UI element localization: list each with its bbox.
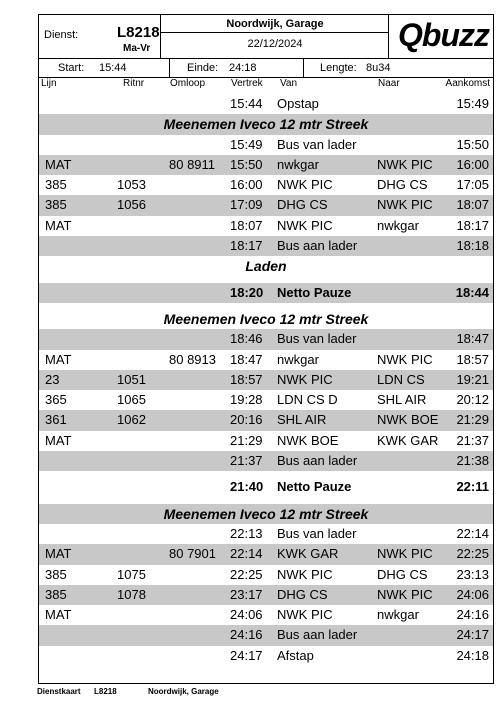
- cell-vertrek: 24:16: [230, 627, 263, 643]
- einde-value: 24:18: [229, 62, 257, 74]
- table-row: [39, 94, 493, 114]
- cell-van: DHG CS: [277, 586, 328, 602]
- cell-naar: DHG CS: [377, 566, 428, 582]
- cell-vertrek: 22:13: [230, 525, 263, 541]
- table-row: [39, 390, 493, 410]
- location-name: Noordwijk, Garage: [161, 18, 389, 33]
- cell-van: nwkgar: [277, 351, 319, 367]
- cell-vertrek: 20:16: [230, 412, 263, 428]
- cell-aankomst: 24:17: [456, 627, 489, 643]
- cell-van: nwkgar: [277, 156, 319, 172]
- cell-lijn: MAT: [45, 607, 72, 623]
- cell-vertrek: 15:50: [230, 156, 263, 172]
- cell-vertrek: 18:57: [230, 371, 263, 387]
- cell-lijn: 23: [45, 371, 60, 387]
- cell-vertrek: 18:46: [230, 331, 263, 347]
- footer-label: Dienstkaart: [37, 687, 81, 696]
- start-label: Start:: [58, 62, 85, 74]
- table-row: [39, 283, 493, 303]
- table-row: [39, 155, 493, 175]
- dienst-cell: [39, 15, 161, 58]
- cell-van: Bus aan lader: [277, 627, 358, 643]
- table-row: [39, 410, 493, 430]
- cell-van: Netto Pauze: [277, 284, 352, 300]
- cell-aankomst: 18:17: [456, 217, 489, 233]
- cell-aankomst: 18:44: [455, 284, 489, 300]
- section-title: Meenemen Iveco 12 mtr Streek: [163, 505, 369, 522]
- einde-segment: [170, 59, 304, 77]
- cell-van: Bus aan lader: [277, 238, 358, 254]
- cell-aankomst: 15:49: [456, 96, 489, 111]
- cell-vertrek: 18:17: [230, 238, 263, 254]
- cell-aankomst: 16:00: [456, 156, 489, 172]
- duty-date: 22/12/2024: [247, 38, 303, 50]
- cell-ritnr: 1056: [117, 197, 146, 213]
- col-omloop: Omloop: [170, 78, 206, 89]
- col-vertrek: Vertrek: [231, 78, 263, 89]
- cell-lijn: 385: [45, 566, 67, 582]
- cell-naar: SHL AIR: [377, 392, 427, 408]
- cell-omloop: 80 7901: [169, 546, 216, 562]
- cell-van: SHL AIR: [277, 412, 327, 428]
- col-lijn: Lijn: [41, 78, 57, 89]
- col-ritnr: Ritnr: [123, 78, 145, 89]
- cell-naar: LDN CS: [377, 371, 425, 387]
- cell-aankomst: 21:37: [456, 432, 489, 448]
- cell-van: Bus aan lader: [277, 453, 358, 469]
- cell-aankomst: 24:16: [456, 607, 489, 623]
- cell-ritnr: 1075: [117, 566, 146, 582]
- cell-lijn: MAT: [45, 546, 72, 562]
- dienst-number: L8218: [117, 24, 160, 41]
- cell-omloop: 80 8911: [169, 156, 216, 172]
- col-aankomst: Aankomst: [445, 78, 490, 89]
- cell-vertrek: 24:17: [230, 647, 263, 663]
- table-row: [39, 370, 493, 390]
- cell-aankomst: 19:21: [456, 371, 489, 387]
- cell-lijn: 361: [45, 412, 67, 428]
- table-row: [39, 451, 493, 471]
- cell-van: Netto Pauze: [277, 479, 352, 495]
- cell-naar: DHG CS: [377, 177, 428, 193]
- table-row: [39, 195, 493, 215]
- qbuzz-logo: Qbuzz: [398, 17, 489, 53]
- table-row: [39, 524, 493, 544]
- cell-van: NWK PIC: [277, 607, 333, 623]
- duty-card: [38, 14, 494, 684]
- cell-van: Bus van lader: [277, 136, 357, 152]
- cell-naar: NWK PIC: [377, 351, 433, 367]
- cell-vertrek: 21:29: [230, 432, 263, 448]
- cell-aankomst: 22:11: [456, 479, 489, 495]
- cell-ritnr: 1051: [117, 371, 146, 387]
- cell-ritnr: 1078: [117, 586, 146, 602]
- table-row: [39, 605, 493, 625]
- cell-naar: NWK PIC: [377, 197, 433, 213]
- section-title: Meenemen Iveco 12 mtr Streek: [163, 310, 369, 327]
- charging-header: [39, 256, 493, 276]
- column-headers: [39, 78, 493, 92]
- cell-naar: nwkgar: [377, 217, 419, 233]
- lengte-value: 8u34: [366, 62, 391, 74]
- cell-ritnr: 1062: [117, 412, 146, 428]
- cell-aankomst: 18:57: [456, 351, 489, 367]
- cell-vertrek: 21:40: [230, 479, 264, 495]
- logo-cell: [389, 15, 493, 58]
- cell-lijn: MAT: [45, 217, 72, 233]
- cell-van: Afstap: [277, 647, 314, 663]
- cell-van: NWK PIC: [277, 177, 333, 193]
- table-row: [39, 565, 493, 585]
- cell-naar: NWK PIC: [377, 586, 433, 602]
- cell-van: Opstap: [277, 96, 319, 111]
- einde-label: Einde:: [187, 62, 219, 74]
- cell-van: NWK BOE: [277, 432, 339, 448]
- cell-ritnr: 1065: [117, 392, 146, 408]
- cell-aankomst: 17:05: [456, 177, 489, 193]
- cell-aankomst: 18:47: [456, 331, 489, 347]
- cell-naar: NWK BOE: [377, 412, 439, 428]
- cell-vertrek: 15:44: [230, 96, 263, 111]
- cell-aankomst: 18:18: [456, 238, 489, 254]
- section-title: Meenemen Iveco 12 mtr Streek: [163, 116, 369, 133]
- cell-vertrek: 22:25: [230, 566, 263, 582]
- table-row: [39, 236, 493, 256]
- table-row: [39, 544, 493, 564]
- cell-lijn: MAT: [45, 156, 72, 172]
- cell-lijn: 385: [45, 177, 67, 193]
- cell-van: LDN CS D: [277, 392, 338, 408]
- col-van: Van: [280, 78, 298, 89]
- cell-vertrek: 22:14: [230, 546, 263, 562]
- table-row: [39, 175, 493, 195]
- section-header: [39, 504, 493, 524]
- table-row: [39, 431, 493, 451]
- table-row: [39, 585, 493, 605]
- cell-ritnr: 1053: [117, 177, 146, 193]
- lengte-segment: [304, 59, 493, 77]
- table-row: [39, 350, 493, 370]
- cell-naar: NWK PIC: [377, 546, 433, 562]
- cell-naar: KWK GAR: [377, 432, 439, 448]
- table-row: [39, 625, 493, 645]
- cell-van: Bus van lader: [277, 331, 357, 347]
- cell-vertrek: 19:28: [230, 392, 263, 408]
- cell-naar: NWK PIC: [377, 156, 433, 172]
- table-row: [39, 329, 493, 349]
- footer-location: Noordwijk, Garage: [148, 687, 219, 696]
- cell-aankomst: 21:29: [456, 412, 489, 428]
- cell-vertrek: 15:49: [230, 136, 263, 152]
- cell-aankomst: 15:50: [456, 136, 489, 152]
- cell-vertrek: 24:06: [230, 607, 263, 623]
- cell-van: NWK PIC: [277, 371, 333, 387]
- cell-lijn: MAT: [45, 432, 72, 448]
- cell-aankomst: 22:25: [456, 546, 489, 562]
- cell-vertrek: 16:00: [230, 177, 263, 193]
- location-cell: [161, 15, 389, 58]
- lengte-label: Lengte:: [320, 62, 357, 74]
- table-row: [39, 646, 493, 666]
- cell-aankomst: 20:12: [456, 392, 489, 408]
- cell-vertrek: 17:09: [230, 197, 263, 213]
- cell-aankomst: 24:06: [456, 586, 489, 602]
- cell-van: Bus van lader: [277, 525, 357, 541]
- duty-times: [39, 59, 493, 78]
- col-naar: Naar: [378, 78, 400, 89]
- table-row: [39, 135, 493, 155]
- cell-lijn: 365: [45, 392, 67, 408]
- cell-aankomst: 24:18: [456, 647, 489, 663]
- cell-naar: nwkgar: [377, 607, 419, 623]
- cell-aankomst: 23:13: [456, 566, 489, 582]
- cell-vertrek: 21:37: [230, 453, 263, 469]
- cell-lijn: 385: [45, 197, 67, 213]
- cell-aankomst: 22:14: [456, 525, 489, 541]
- dienst-days: Ma-Vr: [123, 43, 151, 54]
- cell-vertrek: 18:20: [230, 284, 264, 300]
- cell-van: KWK GAR: [277, 546, 339, 562]
- cell-van: DHG CS: [277, 197, 328, 213]
- start-segment: [39, 59, 170, 77]
- section-header: [39, 114, 493, 134]
- cell-lijn: 385: [45, 586, 67, 602]
- section-header: [39, 309, 493, 329]
- cell-vertrek: 23:17: [230, 586, 263, 602]
- dienst-label: Dienst:: [44, 29, 79, 41]
- cell-vertrek: 18:47: [230, 351, 263, 367]
- duty-rows: [39, 94, 493, 666]
- cell-aankomst: 18:07: [456, 197, 489, 213]
- cell-vertrek: 18:07: [230, 217, 263, 233]
- footer-dienst: L8218: [94, 687, 117, 696]
- table-row: [39, 216, 493, 236]
- cell-lijn: MAT: [45, 351, 72, 367]
- cell-aankomst: 21:38: [456, 453, 489, 469]
- duty-header: [39, 15, 493, 59]
- cell-van: NWK PIC: [277, 217, 333, 233]
- table-row: [39, 477, 493, 497]
- charging-title: Laden: [245, 258, 287, 275]
- cell-van: NWK PIC: [277, 566, 333, 582]
- start-value: 15:44: [99, 62, 127, 74]
- cell-omloop: 80 8913: [169, 351, 216, 367]
